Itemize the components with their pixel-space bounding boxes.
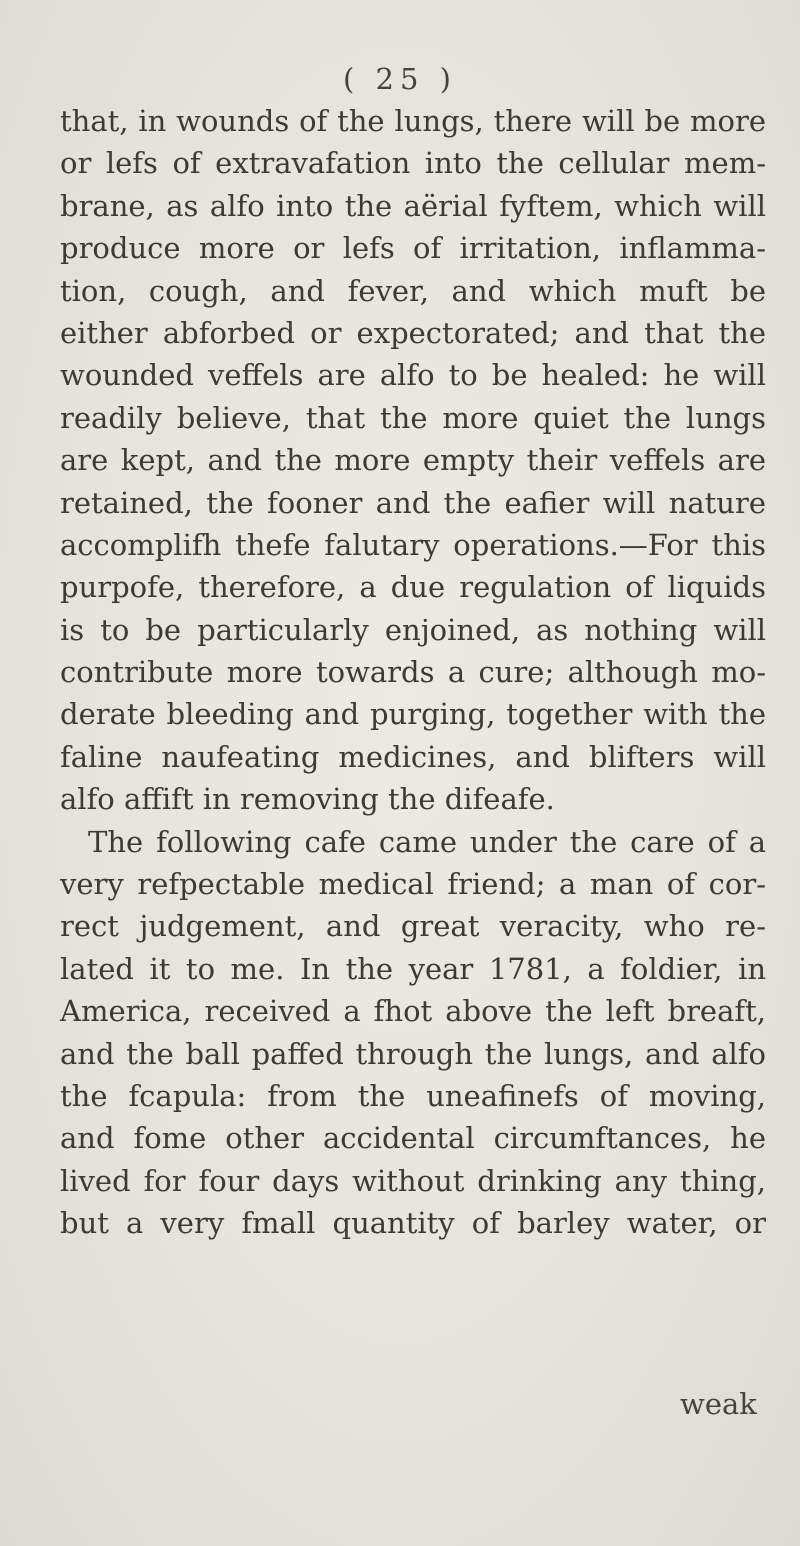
text-line: and fome other accidental circumftances, he [60,1121,766,1156]
text-line: lated it to me. In the year 1781, a foldier, in [60,951,766,986]
page-number: ( 25 ) [343,62,457,96]
text-line: either abforbed or expectorated; and that the [60,315,766,350]
text-line: are kept, and the more empty their veffels are [60,443,766,478]
catchword: weak [680,1387,757,1421]
text-line: brane, as alfo into the aërial fyftem, which will [60,188,766,223]
paragraph-end-line: alfo affift in removing the difeafe. [60,782,555,817]
text-line: tion, cough, and fever, and which muft be [60,273,766,308]
text-line: wounded veffels are alfo to be healed: he will [60,358,766,393]
text-line: is to be particularly enjoined, as nothing will [60,612,766,647]
text-line: and the ball paffed through the lungs, and alfo [60,1036,766,1071]
text-line: contribute more towards a cure; although mo- [60,655,766,690]
text-line: readily believe, that the more quiet the lungs [60,400,766,435]
text-line: that, in wounds of the lungs, there will be more [60,104,766,138]
text-line: America, received a fhot above the left breaft, [60,994,766,1029]
text-line: the fcapula: from the uneafinefs of moving, [60,1078,766,1113]
text-line: or lefs of extravafation into the cellular mem- [60,146,766,181]
text-line: retained, the fooner and the eafier will nature [60,485,766,520]
paragraph-start-line: The following cafe came under the care of a [88,824,766,859]
text-line: rect judgement, and great veracity, who re- [60,909,766,944]
text-line: purpofe, therefore, a due regulation of liquids [60,570,766,605]
text-line: lived for four days without drinking any thing, [60,1163,766,1198]
text-line: very refpectable medical friend; a man of cor- [60,867,766,902]
text-line: derate bleeding and purging, together with the [60,697,766,732]
text-line: accomplifh thefe falutary operations.—For this [60,527,766,562]
body-text [60,100,766,1245]
text-line: but a very fmall quantity of barley water, or [60,1206,766,1241]
text-line: faline naufeating medicines, and blifters will [60,739,766,774]
text-line: produce more or lefs of irritation, inflamma- [60,231,766,266]
